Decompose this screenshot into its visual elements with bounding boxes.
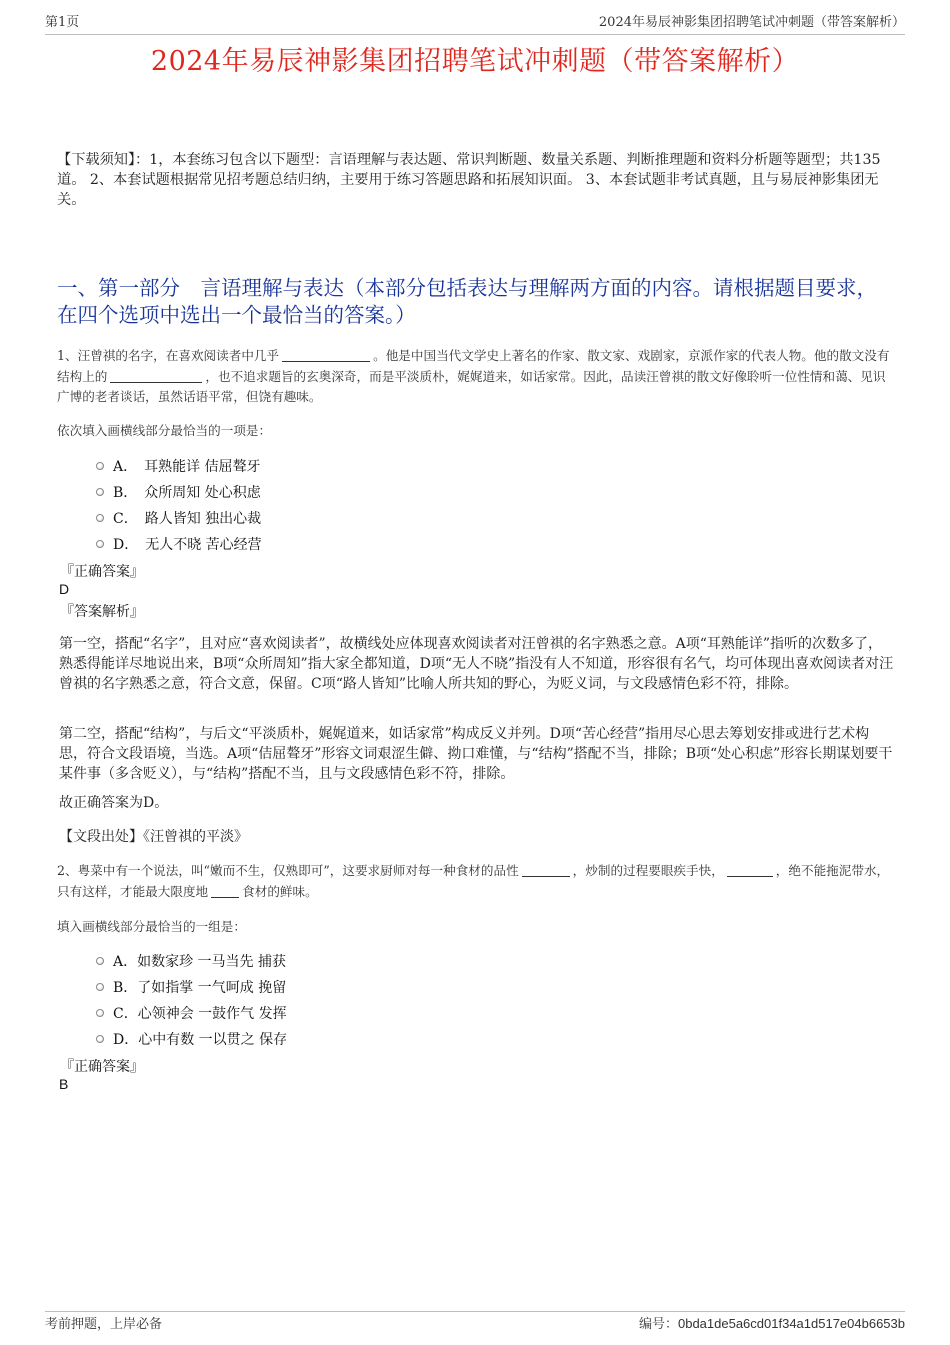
question-1-prompt: 依次填入画横线部分最恰当的一项是： [57,423,272,438]
option-a[interactable] [96,952,286,970]
option-b[interactable] [96,978,286,996]
option-label: A．如数家珍 一马当先 捕获 [113,954,287,970]
option-label: D． 无人不晓 苦心经营 [113,537,262,553]
question-1-answer: D [59,581,70,597]
page-footer [45,1311,905,1334]
question-2-answer: B [59,1076,69,1092]
document-title: 2024年易辰神影集团招聘笔试冲刺题（带答案解析） [150,46,800,77]
source-note: 【文段出处】《汪曾祺的平淡》 [59,829,248,845]
radio-icon[interactable] [96,540,104,548]
page-header [45,14,905,35]
question-1-answer-label: 『正确答案』 [60,564,144,580]
footer-slogan: 考前押题，上岸必备 [45,1317,163,1332]
question-1-blank-1 [282,347,370,362]
question-1-blank-2 [110,368,202,383]
option-label: A． 耳熟能详 佶屈聱牙 [113,459,261,475]
option-label: B．了如指掌 一气呵成 挽留 [113,980,287,996]
analysis-paragraph: 第一空，搭配“名字”，且对应“喜欢阅读者”，故横线处应体现喜欢阅读者对汪曾祺的名字熟悉之意。A项“耳熟能详”指听的次数多了，熟悉得能详尽地说出来，B项“众所周知”指大家全都知道，D项“无人不晓”指没有人不知道，形容很有名气，均可体现出喜欢阅读者对汪曾祺的名字熟悉之意，符合文意，保留。C项“路人皆知”比喻人所共知的野心，为贬义词，与文段感情色彩不符，排除。 [59,636,894,692]
question-2-blank-1 [522,862,570,877]
question-1-stem [57,346,895,408]
download-notice: 【下载须知】：1，本套练习包含以下题型：言语理解与表达题、常识判断题、数量关系题、判断推理题和资料分析题等题型；共135道。 2、本套试题根据常见招考题总结归纳，主要用于练习答题思路和拓展知识面。 3、本套试题非考试真题，且与易辰神影集团无关。 [57,152,881,208]
question-1-text-a: 1、汪曾祺的名字，在喜欢阅读者中几乎 [57,348,280,363]
question-2-answer-label: 『正确答案』 [60,1059,144,1075]
option-label: D．心中有数 一以贯之 保存 [113,1032,288,1048]
question-2-blank-2 [727,862,773,877]
option-label: C． 路人皆知 独出心裁 [113,511,262,527]
option-label: C．心领神会 一鼓作气 发挥 [113,1006,287,1022]
question-2-prompt: 填入画横线部分最恰当的一组是： [57,919,246,934]
footer-code [639,1315,905,1334]
option-c[interactable] [96,509,261,527]
footer-code-value: 0bda1de5a6cd01f34a1d517e04b6653b [677,1316,905,1331]
footer-code-label: 编号： [638,1317,678,1332]
option-d[interactable] [96,1030,287,1048]
question-2-text-d: 食材的鲜味。 [242,883,318,899]
question-2-text-a: 2、粤菜中有一个说法，叫“嫩而不生，仅熟即可”，这要求厨师对每一种食材的品性 [57,863,519,878]
question-2-text-b: ，炒制的过程要眼疾手快， [572,863,724,878]
option-d[interactable] [96,535,262,553]
question-1-text-b: 。他是中国当代文学史上著名的作家、散文家、戏剧家，京派作家的代表人物。他的散文没有结构上的 [57,348,890,384]
radio-icon[interactable] [96,957,104,965]
question-1-text-c: ，也不追求题旨的玄奥深奇，而是平淡质朴，娓娓道来，如话家常。因此，品读汪曾祺的散文好像聆听一位性情和蔼、见识广博的老者谈话，虽然话语平常，但饶有趣味。 [57,368,886,404]
radio-icon[interactable] [96,983,104,991]
radio-icon[interactable] [96,514,104,522]
question-2-text-c: ，绝不能拖泥带水，只有这样，才能最大限度地 [57,863,890,899]
option-label: B． 众所周知 处心积虑 [113,485,261,501]
radio-icon[interactable] [96,488,104,496]
header-doc-title: 2024年易辰神影集团招聘笔试冲刺题（带答案解析） [598,15,905,30]
radio-icon[interactable] [96,1009,104,1017]
analysis-conclusion: 故正确答案为D。 [59,795,169,811]
analysis-paragraph: 第二空，搭配“结构”，与后文“平淡质朴，娓娓道来，如话家常”构成反义并列。D项“苦心经营”指用尽心思去筹划安排或进行艺术构思，符合文段语境，当选。A项“佶屈聱牙”形容文词艰涩生僻、拗口难懂，与“结构”搭配不当，排除；B项“处心积虑”形容长期谋划要干某件事（多含贬义），与“结构”搭配不当，且与文段感情色彩不符，排除。 [59,726,893,782]
radio-icon[interactable] [96,462,104,470]
radio-icon[interactable] [96,1035,104,1043]
question-2-stem [57,861,895,902]
question-1-analysis-label: 『答案解析』 [60,604,144,620]
page-number: 第1页 [45,15,80,30]
option-b[interactable] [96,483,261,501]
option-a[interactable] [96,457,261,475]
option-c[interactable] [96,1004,287,1022]
question-2-blank-3 [211,883,239,898]
section-heading: 一、第一部分 言语理解与表达（本部分包括表达与理解两方面的内容。请根据题目要求，在四个选项中选出一个最恰当的答案。） [57,276,877,327]
